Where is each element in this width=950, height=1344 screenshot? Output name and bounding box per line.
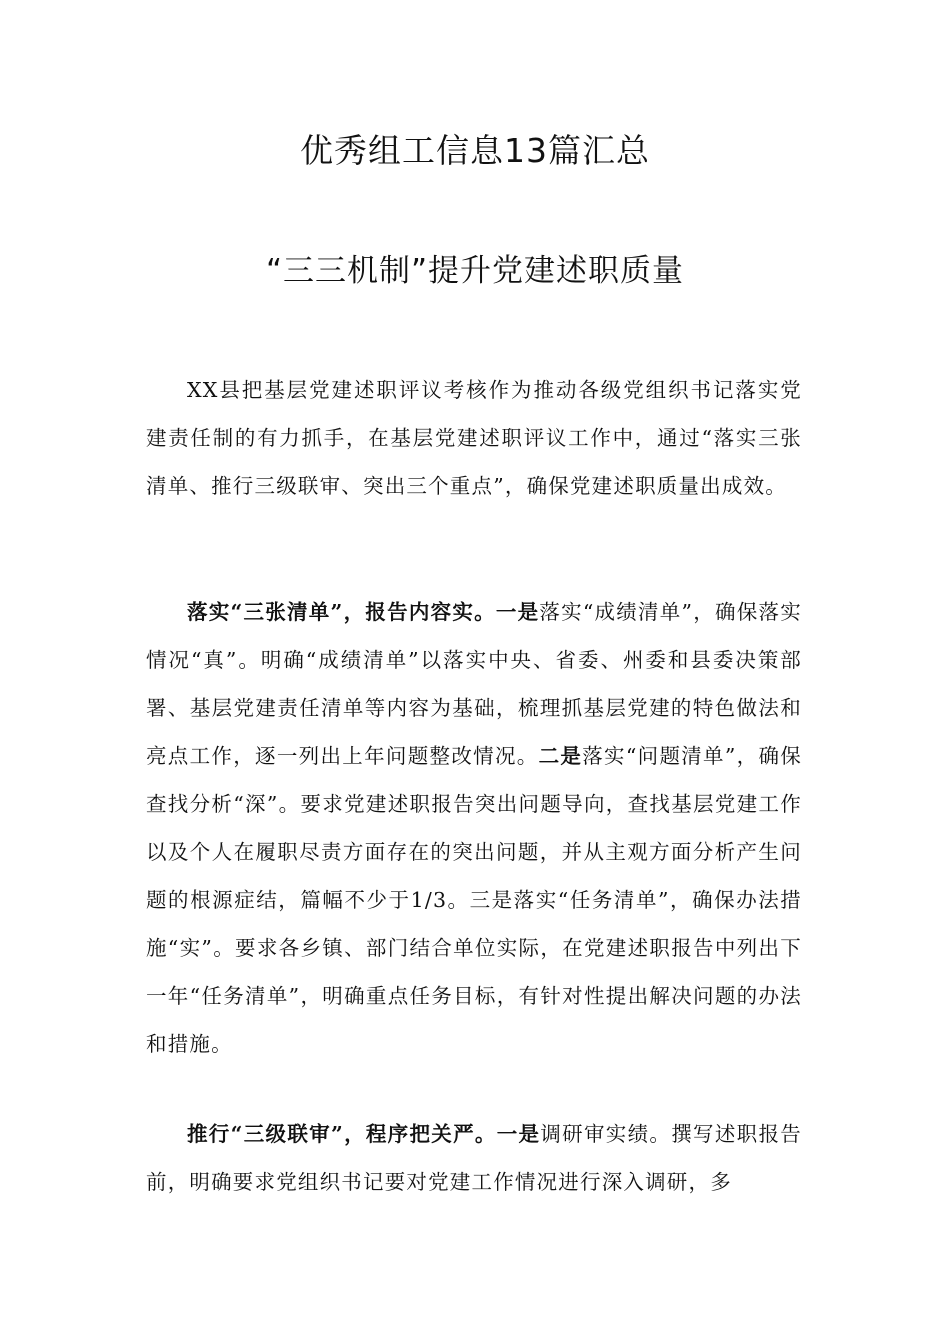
page-title: 优秀组工信息13篇汇总: [300, 131, 650, 170]
item-text: 落实“成绩清单”，确保落实情况“真”。明确“成绩清单”以落实中央、省委、州委和县委决策部署、基层党建责任清单等内容为基础，梳理抓基层党建的特色做法和亮点工作，逐一列出上年问题整改情况。: [146, 600, 802, 768]
paragraph-three-reviews: [146, 1110, 802, 1206]
article-subtitle: “三三机制”提升党建述职质量: [265, 253, 685, 289]
paragraph-intro: [146, 366, 802, 510]
item-text: 落实“问题清单”，确保查找分析“深”。要求党建述职报告突出问题导向，查找基层党建工作以及个人在履职尽责方面存在的突出问题，并从主观方面分析产生问题的根源症结，篇幅不少于1/3。三是落实“任务清单”，确保办法措施“实”。要求各乡镇、部门结合单位实际，在党建述职报告中列出下一年“任务清单”，明确重点任务目标，有针对性提出解决问题的办法和措施。: [146, 744, 802, 1056]
paragraph-heading: 推行“三级联审”，程序把关严。: [187, 1122, 497, 1146]
item-label: 二是: [538, 744, 583, 768]
paragraph-heading: 落实“三张清单”，报告内容实。: [187, 600, 496, 624]
item-label: 一是: [496, 1122, 541, 1146]
item-label: 一是: [495, 600, 540, 624]
paragraph-three-lists: [146, 588, 802, 1068]
item-text: 调研审实绩。撰写述职报告前，明确要求党组织书记要对党建工作情况进行深入调研，多: [146, 1122, 802, 1194]
paragraph-intro-text: XX县把基层党建述职评议考核作为推动各级党组织书记落实党建责任制的有力抓手，在基层党建述职评议工作中，通过“落实三张清单、推行三级联审、突出三个重点”，确保党建述职质量出成效。: [146, 378, 802, 498]
